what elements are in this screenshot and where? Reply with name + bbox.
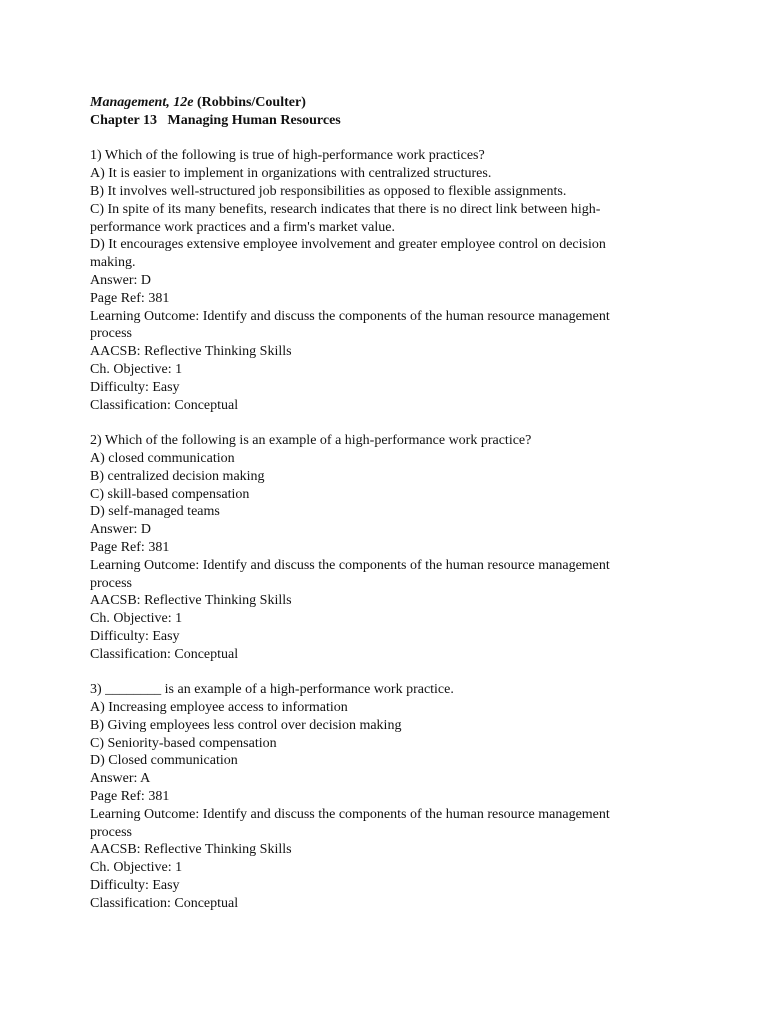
answer-option: C) Seniority-based compensation — [90, 735, 277, 751]
question-stem: 2) Which of the following is an example of a high-performance work practice? — [90, 433, 532, 449]
answer-option: B) Giving employees less control over decision making — [90, 717, 402, 733]
answer-option-continued: making. — [90, 255, 136, 271]
question-stem: 1) Which of the following is true of high-performance work practices? — [90, 148, 485, 164]
chapter-objective: Ch. Objective: 1 — [90, 611, 183, 627]
answer-option: A) It is easier to implement in organizations with centralized structures. — [90, 166, 492, 182]
answer-option: D) It encourages extensive employee involvement and greater employee control on decision — [90, 237, 606, 253]
answer-option: A) Increasing employee access to information — [90, 700, 348, 716]
question-3 — [90, 681, 690, 912]
learning-outcome-continued: process — [90, 575, 132, 591]
page-reference: Page Ref: 381 — [90, 290, 170, 306]
learning-outcome: Learning Outcome: Identify and discuss the components of the human resource management — [90, 806, 610, 822]
learning-outcome-continued: process — [90, 824, 132, 840]
book-authors: (Robbins/Coulter) — [193, 95, 306, 110]
answer-option-continued: performance work practices and a firm's market value. — [90, 219, 395, 235]
answer-key: Answer: A — [90, 771, 151, 787]
answer-option: D) self-managed teams — [90, 504, 220, 520]
answer-option: C) In spite of its many benefits, research indicates that there is no direct link between high- — [90, 201, 601, 217]
answer-key: Answer: D — [90, 522, 152, 538]
chapter-number: Chapter 13 — [90, 112, 158, 128]
aacsb: AACSB: Reflective Thinking Skills — [90, 593, 292, 609]
aacsb: AACSB: Reflective Thinking Skills — [90, 344, 292, 360]
classification: Classification: Conceptual — [90, 895, 239, 911]
chapter-objective: Ch. Objective: 1 — [90, 361, 183, 377]
chapter-heading — [90, 112, 690, 130]
difficulty: Difficulty: Easy — [90, 628, 180, 644]
learning-outcome: Learning Outcome: Identify and discuss the components of the human resource management — [90, 308, 610, 324]
question-2 — [90, 432, 690, 663]
page-reference: Page Ref: 381 — [90, 789, 170, 805]
learning-outcome: Learning Outcome: Identify and discuss the components of the human resource management — [90, 557, 610, 573]
answer-option: B) centralized decision making — [90, 468, 265, 484]
book-title: Management, 12e — [90, 95, 194, 110]
answer-option: B) It involves well-structured job responsibilities as opposed to flexible assignments. — [90, 183, 567, 199]
difficulty: Difficulty: Easy — [90, 379, 180, 395]
difficulty: Difficulty: Easy — [90, 878, 180, 894]
question-1 — [90, 147, 690, 414]
question-stem: 3) ________ is an example of a high-performance work practice. — [90, 682, 454, 698]
page-reference: Page Ref: 381 — [90, 539, 170, 555]
classification: Classification: Conceptual — [90, 646, 239, 662]
chapter-objective: Ch. Objective: 1 — [90, 860, 183, 876]
classification: Classification: Conceptual — [90, 397, 239, 413]
aacsb: AACSB: Reflective Thinking Skills — [90, 842, 292, 858]
book-header — [90, 94, 690, 112]
answer-option: D) Closed communication — [90, 753, 238, 769]
answer-option: C) skill-based compensation — [90, 486, 250, 502]
learning-outcome-continued: process — [90, 326, 132, 342]
answer-key: Answer: D — [90, 272, 152, 288]
answer-option: A) closed communication — [90, 450, 235, 466]
chapter-title: Managing Human Resources — [167, 112, 341, 128]
document-page — [90, 94, 690, 913]
